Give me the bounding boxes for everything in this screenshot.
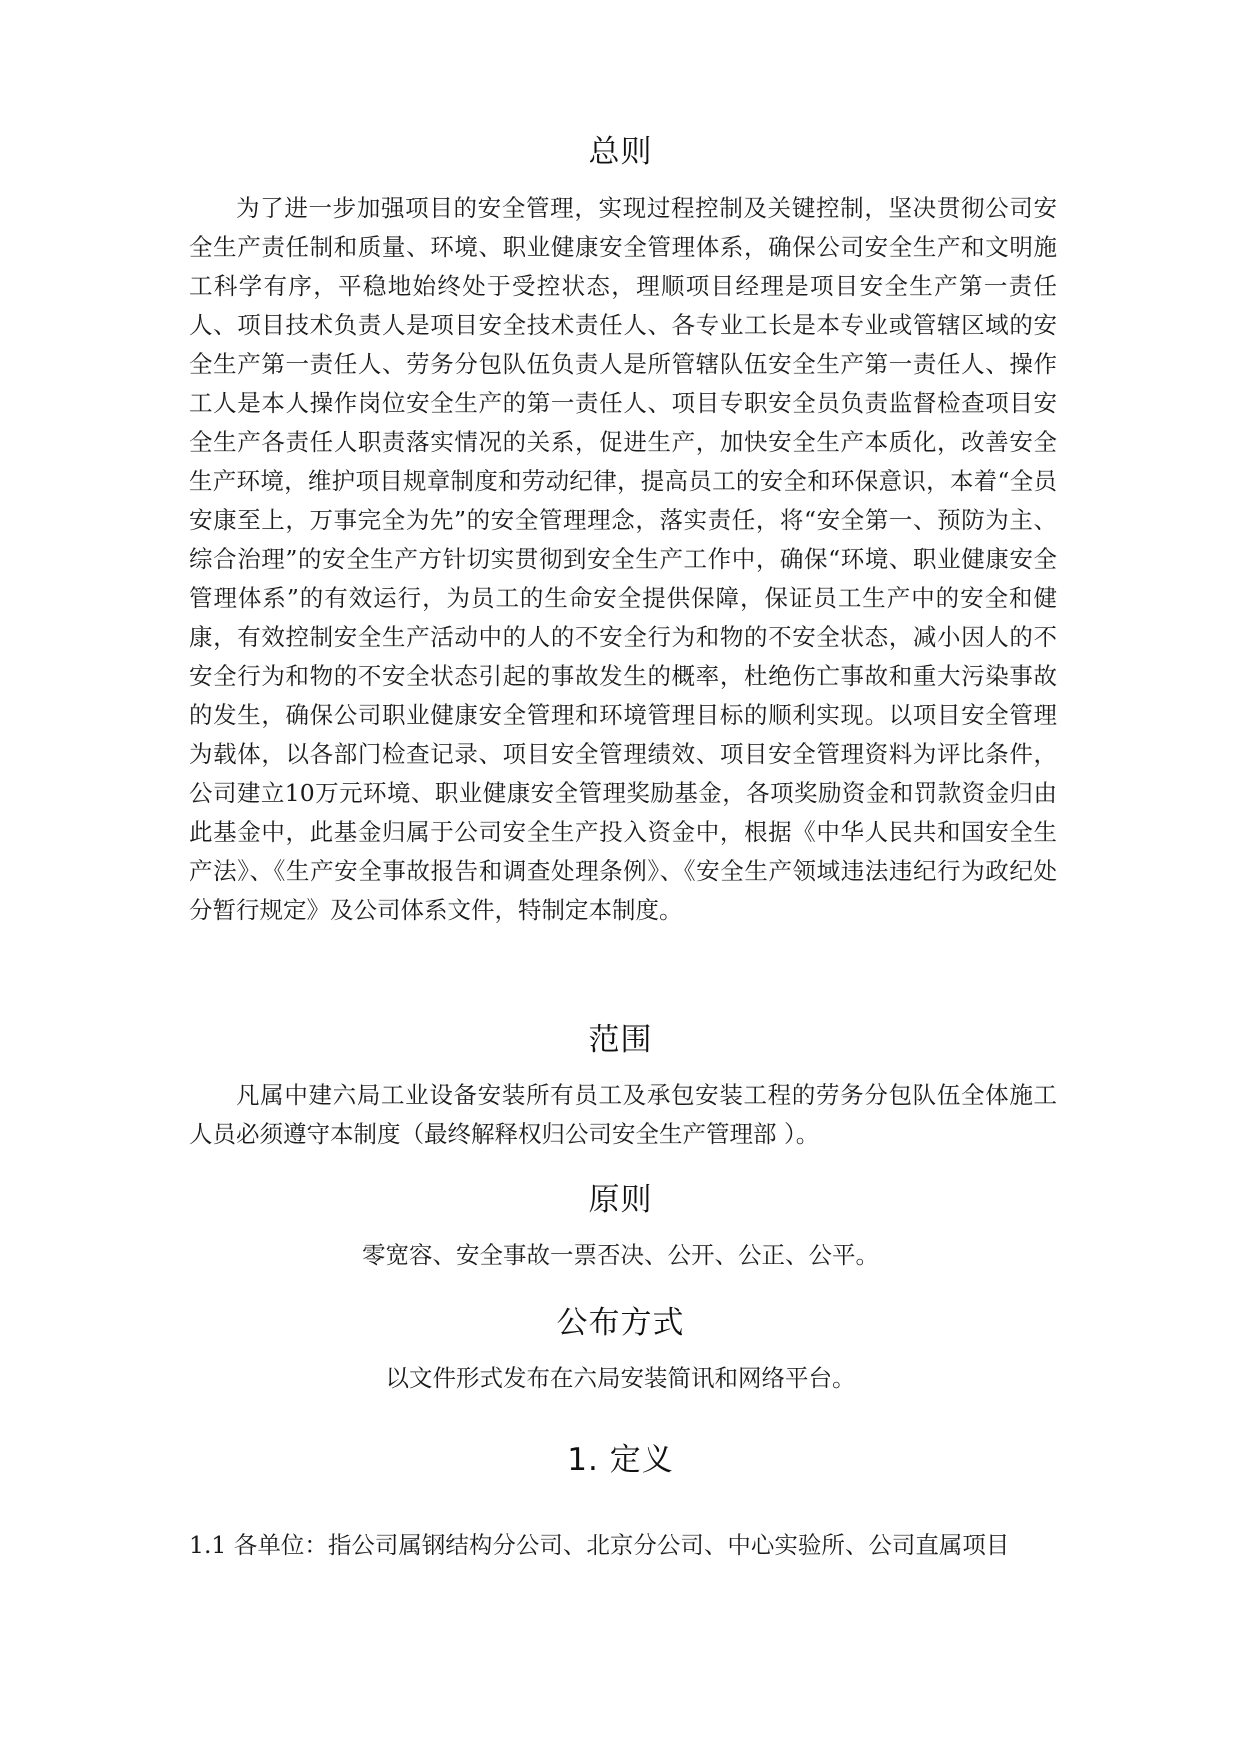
section-body-publication: 以文件形式发布在六局安装简讯和网络平台。	[385, 1364, 856, 1392]
section-heading-principle: 原则	[588, 1182, 653, 1218]
section-body-general: 为了进一步加强项目的安全管理，实现过程控制及关键控制，坚决贯彻公司安全生产责任制和质量、环境、职业健康安全管理体系，确保公司安全生产和文明施工科学有序，平稳地始终处于受控状态，理顺项目经理是项目安全生产第一责任人、项目技术负责人是项目安全技术责任人、各专业工长是本专业或管辖区域的安全生产第一责任人、劳务分包队伍负责人是所管辖队伍安全生产第一责任人、操作工人是本人操作岗位安全生产的第一责任人、项目专职安全员负责监督检查项目安全生产各责任人职责落实情况的关系，促进生产，加快安全生产本质化，改善安全生产环境，维护项目规章制度和劳动纪律，提高员工的安全和环保意识，本着“全员安康至上，万事完全为先”的安全管理理念，落实责任，将“安全第一、预防为主、综合治理”的安全生产方针切实贯彻到安全生产工作中，确保“环境、职业健康安全管理体系”的有效运行，为员工的生命安全提供保障，保证员工生产中的安全和健康，有效控制安全生产活动中的人的不安全行为和物的不安全状态，减小因人的不安全行为和物的不安全状态引起的事故发生的概率，杜绝伤亡事故和重大污染事故的发生，确保公司职业健康安全管理和环境管理目标的顺利实现。以项目安全管理为载体，以各部门检查记录、项目安全管理绩效、项目安全管理资料为评比条件，公司建立10万元环境、职业健康安全管理奖励基金，各项奖励资金和罚款资金归由此基金中，此基金归属于公司安全生产投入资金中，根据《中华人民共和国安全生产法》、《生产安全事故报告和调查处理条例》、《安全生产领域违法违纪行为政纪处分暂行规定》及公司体系文件，特制定本制度。	[189, 194, 1057, 924]
section-heading-scope: 范围	[588, 1022, 653, 1058]
section-body-principle: 零宽容、安全事故一票否决、公开、公正、公平。	[362, 1241, 879, 1269]
section-heading-general: 总则	[588, 134, 653, 170]
section-body-scope: 凡属中建六局工业设备安装所有员工及承包安装工程的劳务分包队伍全体施工人员必须遵守本制度（最终解释权归公司安全生产管理部 ）。	[189, 1081, 1057, 1148]
section-heading-publication: 公布方式	[556, 1305, 685, 1341]
section-heading-definitions: 1. 定义	[567, 1442, 674, 1478]
definition-item-1-1: 1.1 各单位：指公司属钢结构分公司、北京分公司、中心实验所、公司直属项目	[189, 1531, 1010, 1559]
